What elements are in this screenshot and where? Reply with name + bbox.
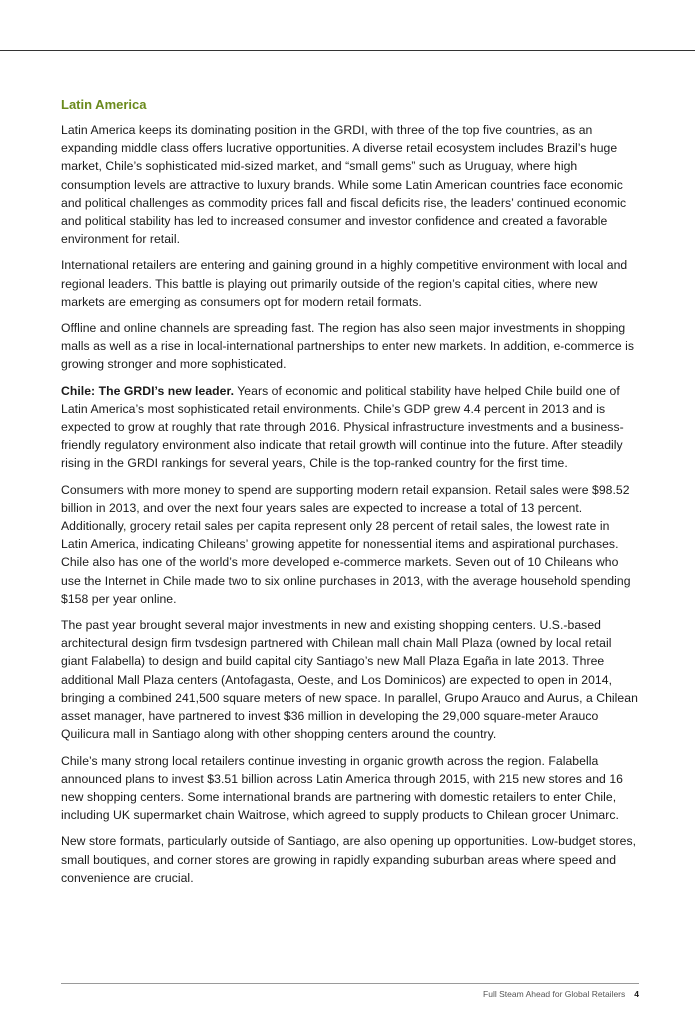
section-title: Latin America <box>61 97 147 112</box>
footer-document-title: Full Steam Ahead for Global Retailers <box>483 989 626 999</box>
paragraph-text: The past year brought several major investments in new and existing shopping centers. U.S.-based architectural design firm tvsdesign partnered with Chilean mall chain Mall Plaza (owned by local retail giant Falabella) to design and build capital city Santiago’s new Mall Plaza Egaña in late 2013. Three additional Mall Plaza centers (Antofagasta, Oeste, and Los Dominicos) are expected to open in 2014, bringing a combined 241,500 square meters of new space. In parallel, Grupo Arauco and Aurus, a Chilean asset manager, have partnered to invest $36 million in developing the 29,000 square-meter Arauco Quilicura mall in Santiago along with other shopping centers around the country. <box>61 618 638 742</box>
paragraph-text: Offline and online channels are spreading fast. The region has also seen major investments in shopping malls as well as a rise in local-international partnerships to enter new markets. In addition, e-commerce is growing stronger and more sophisticated. <box>61 321 635 372</box>
paragraph-text: International retailers are entering and gaining ground in a highly competitive environment with local and regional leaders. This battle is playing out primarily outside of the region’s capital cities, where new markets are emerging as consumers opt for modern retail formats. <box>61 258 628 309</box>
paragraph <box>61 752 639 825</box>
paragraph-text: Years of economic and political stability have helped Chile build one of Latin America’s most sophisticated retail environments. Chile’s GDP grew 4.4 percent in 2013 and is expected to grow at roughly that rate through 2016. Physical infrastructure investments and a business-friendly regulatory environment also indicate that retail growth will continue into the future. After steadily rising in the GRDI rankings for several years, Chile is the top-ranked country for the first time. <box>61 383 624 471</box>
paragraph <box>61 121 639 248</box>
page-footer <box>483 989 639 999</box>
paragraph <box>61 382 639 473</box>
paragraph-text: Latin America keeps its dominating position in the GRDI, with three of the top five countries, as an expanding middle class offers lucrative opportunities. A diverse retail ecosystem includes Brazil’s huge market, Chile’s sophisticated mid-sized market, and “small gems” such as Uruguay, where high consumption levels are attractive to luxury brands. While some Latin American countries face economic and political challenges as commodity prices fall and fiscal deficits rise, the leaders’ continued economic and political stability has led to increased consumer and investor confidence and created a favorable environment for retail. <box>61 123 627 247</box>
paragraph <box>61 616 639 743</box>
paragraph <box>61 319 639 374</box>
paragraph-lead-heading: Chile: The GRDI’s new leader. <box>61 383 235 398</box>
paragraph <box>61 481 639 608</box>
article-body <box>61 96 639 895</box>
footer-divider <box>61 983 639 984</box>
paragraph <box>61 256 639 311</box>
page-number: 4 <box>634 989 639 999</box>
header-divider <box>0 50 695 51</box>
paragraph-text: Chile’s many strong local retailers continue investing in organic growth across the region. Falabella announced plans to invest $3.51 billion across Latin America through 2015, with 215 new stores and 16 new shopping centers. Some international brands are partnering with domestic retailers to enter Chile, including UK supermarket chain Waitrose, which agreed to supply products to Chilean grocer Unimarc. <box>61 753 623 823</box>
paragraph-text: Consumers with more money to spend are supporting modern retail expansion. Retail sales were $98.52 billion in 2013, and over the next four years sales are expected to increase a total of 13 percent. Additionally, grocery retail sales per capita represent only 28 percent of retail sales, the lowest rate in Latin America, indicating Chileans’ growing appetite for nonessential items and aspirational purchases. Chile also has one of the world’s more developed e-commerce markets. Seven out of 10 Chileans who use the Internet in Chile made two to six online purchases in 2013, with the average household spending $158 per year online. <box>61 482 631 606</box>
paragraph <box>61 832 639 887</box>
paragraph-text: New store formats, particularly outside of Santiago, are also opening up opportunities. Low-budget stores, small boutiques, and corner stores are growing in rapidly expanding suburban areas where speed and convenience are crucial. <box>61 834 637 885</box>
